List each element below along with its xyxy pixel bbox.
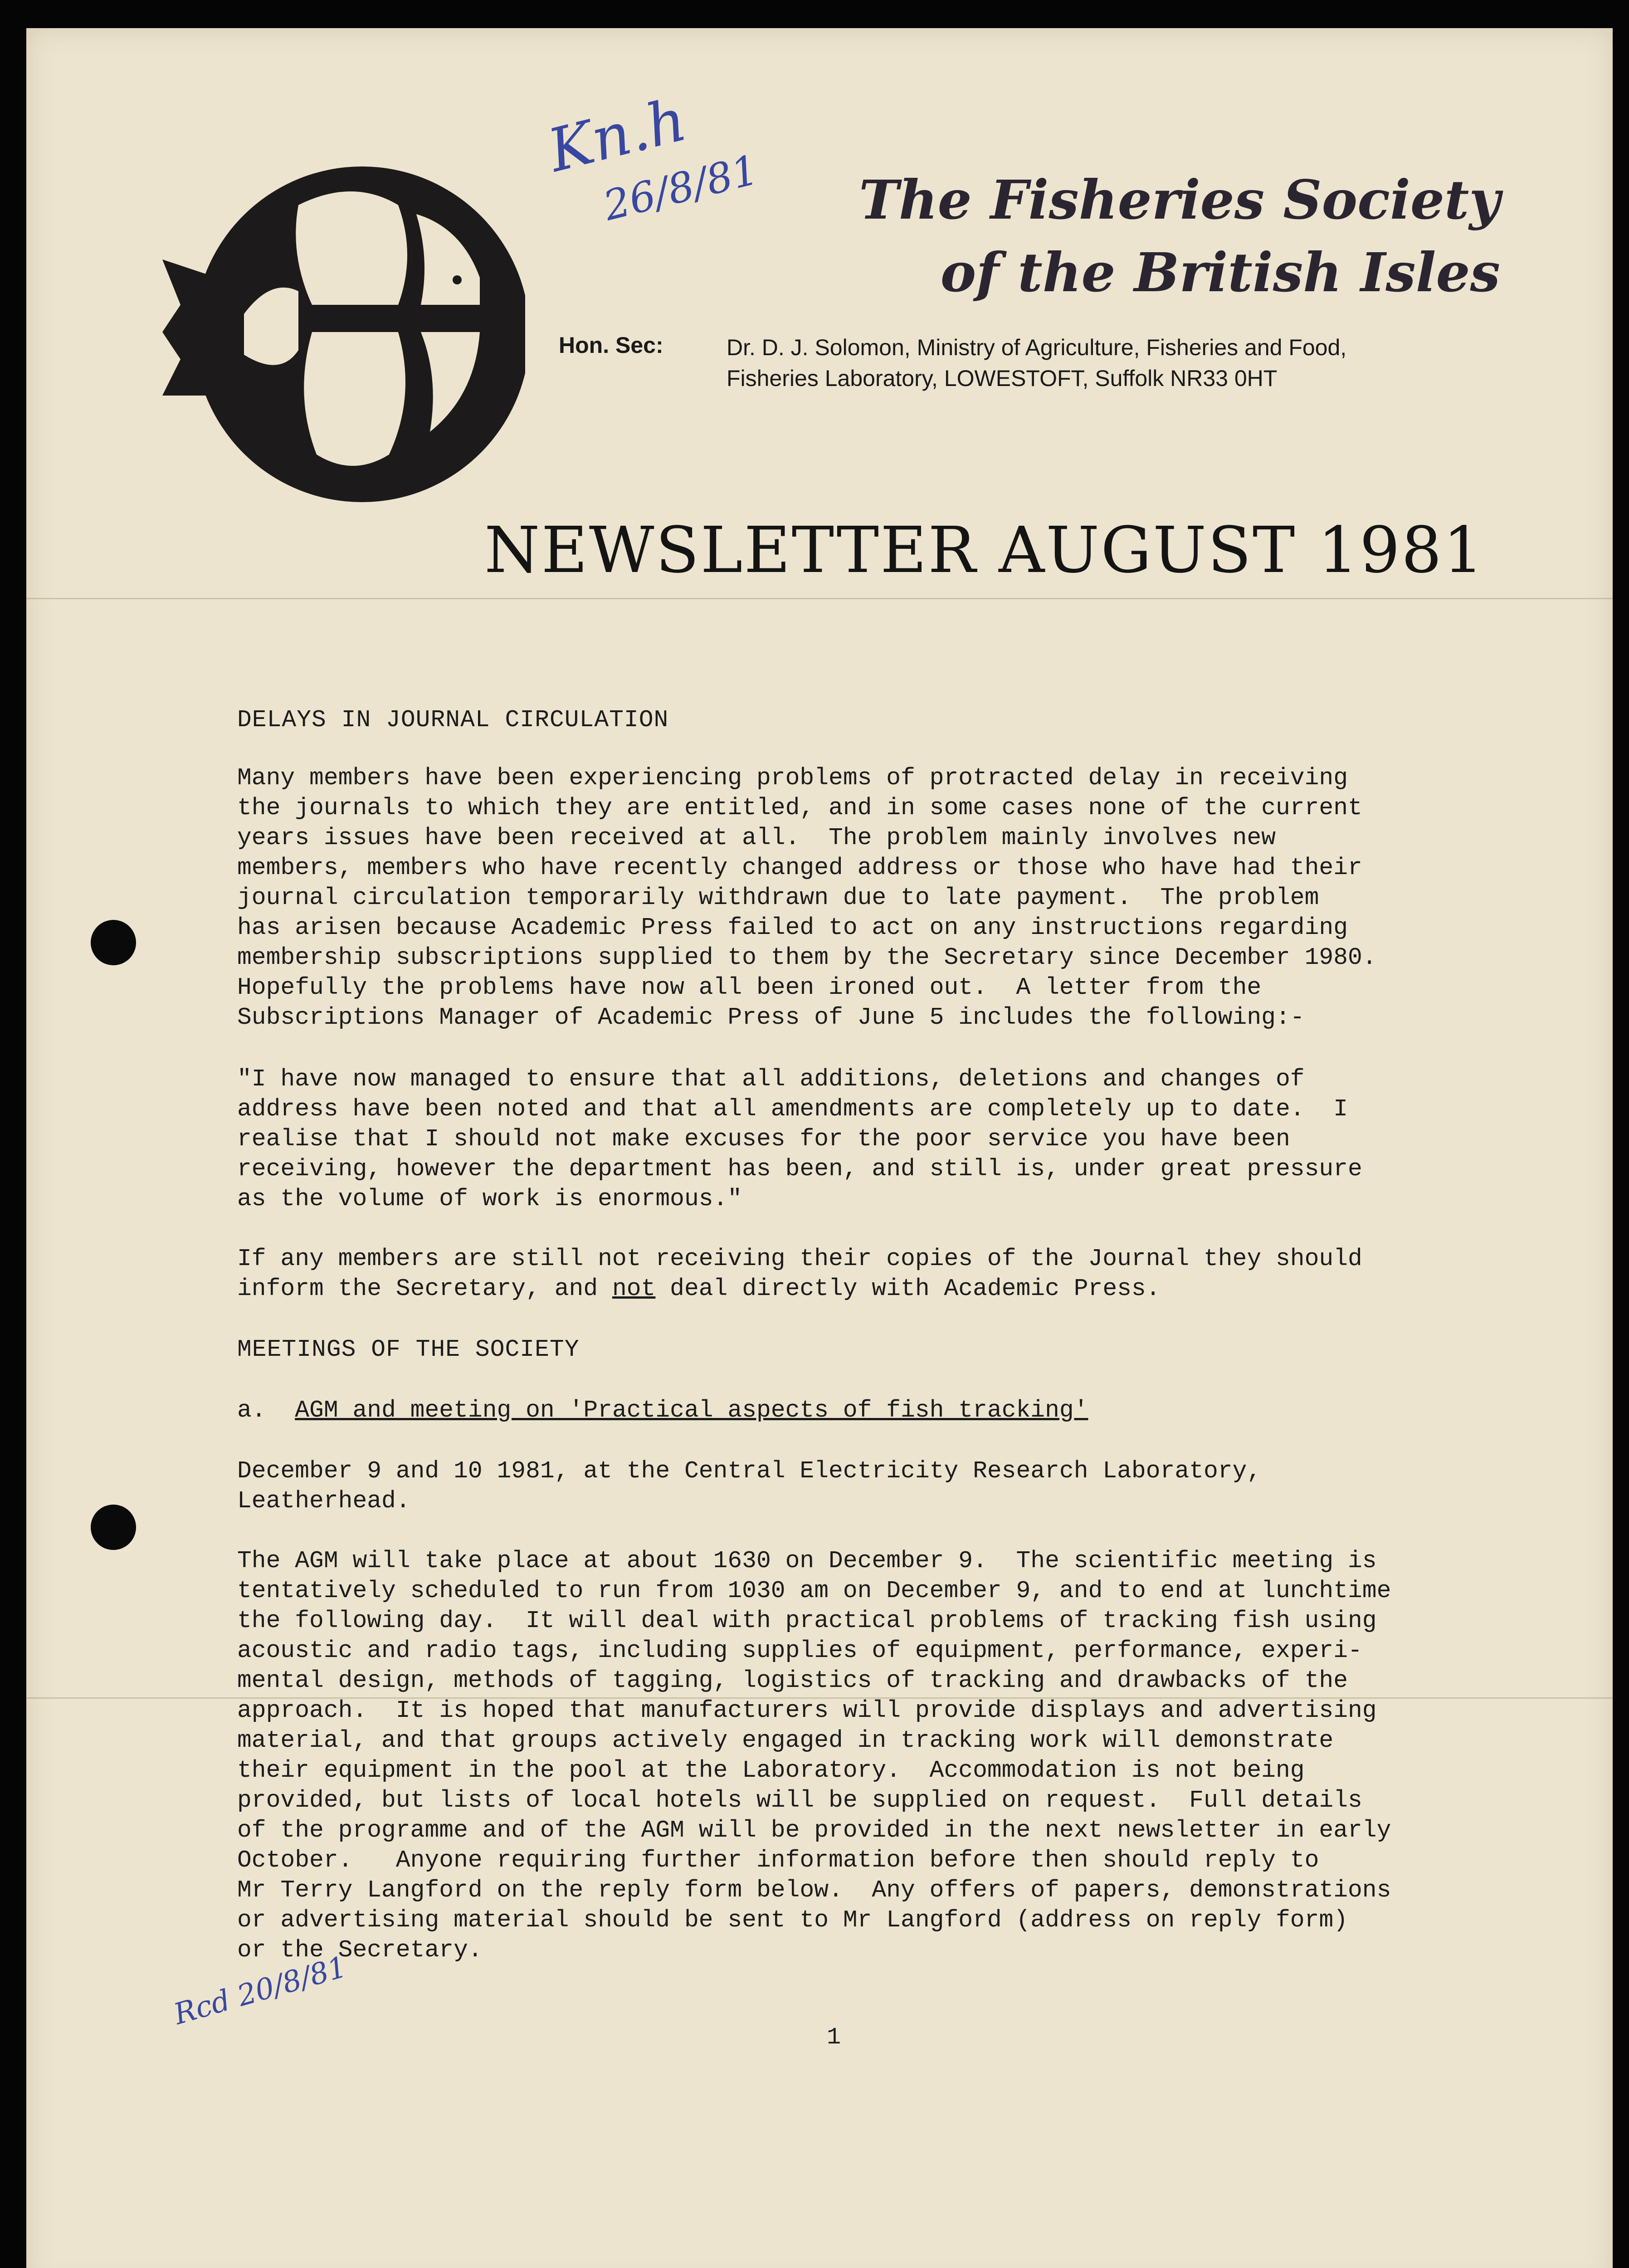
- text-line: October. Anyone requiring further information before then should reply to: [237, 1847, 1319, 1874]
- meeting-a-title: [237, 1395, 1489, 1425]
- text-line: mental design, methods of tagging, logistics of tracking and drawbacks of the: [237, 1667, 1348, 1694]
- newsletter-title: NEWSLETTER AUGUST 1981: [484, 513, 1485, 587]
- item-label: a.: [237, 1397, 295, 1424]
- text-line: Hopefully the problems have now all been ironed out. A letter from the: [237, 974, 1262, 1001]
- text-line: material, and that groups actively engaged in tracking work will demonstrate: [237, 1727, 1334, 1754]
- fish-logo: [162, 142, 525, 527]
- section-heading: MEETINGS OF THE SOCIETY: [237, 1336, 580, 1363]
- handwritten-received-note: Rcd 20/8/81: [170, 1950, 351, 2032]
- hon-sec-line: Dr. D. J. Solomon, Ministry of Agriculture, Fisheries and Food,: [727, 335, 1347, 360]
- text-line: realise that I should not make excuses for the poor service you have been: [237, 1125, 1290, 1153]
- meetings-heading: [237, 1334, 1489, 1364]
- text-line: [237, 1274, 1489, 1304]
- text-line: the following day. It will deal with practical problems of tracking fish using: [237, 1607, 1377, 1634]
- text-line: of the programme and of the AGM will be provided in the next newsletter in early: [237, 1817, 1391, 1844]
- text-line: or advertising material should be sent to Mr Langford (address on reply form): [237, 1906, 1348, 1934]
- text-line: has arisen because Academic Press failed to act on any instructions regarding: [237, 914, 1348, 941]
- meeting-a-details: [237, 1546, 1489, 1965]
- text-line: as the volume of work is enormous.": [237, 1185, 742, 1212]
- text-line: tentatively scheduled to run from 1030 am on December 9, and to end at lunchtime: [237, 1577, 1391, 1604]
- delays-heading: [237, 705, 1489, 735]
- handwritten-signature: Kn.h: [541, 85, 693, 186]
- text-line: If any members are still not receiving their copies of the Journal they should: [237, 1245, 1362, 1272]
- text-line: their equipment in the pool at the Laboratory. Accommodation is not being: [237, 1757, 1305, 1784]
- underlined-word: not: [612, 1275, 656, 1302]
- section-heading: DELAYS IN JOURNAL CIRCULATION: [237, 706, 669, 733]
- text-line: Subscriptions Manager of Academic Press of June 5 includes the following:-: [237, 1004, 1305, 1031]
- fold-line: [26, 598, 1613, 599]
- society-name-line2: of the British Isles: [940, 241, 1500, 304]
- delays-paragraph: [237, 763, 1489, 1032]
- handwritten-date: 26/8/81: [599, 146, 763, 230]
- meeting-a-dates: [237, 1456, 1489, 1516]
- text-line: the journals to which they are entitled, and in some cases none of the current: [237, 794, 1362, 821]
- punch-hole: [91, 920, 136, 965]
- text-line: Leatherhead.: [237, 1487, 410, 1515]
- text-line: members, members who have recently changed address or those who have had their: [237, 854, 1362, 881]
- page-number: 1: [827, 2024, 841, 2051]
- text-line: receiving, however the department has been, and still is, under great pressure: [237, 1155, 1362, 1183]
- text-line: The AGM will take place at about 1630 on December 9. The scientific meeting is: [237, 1547, 1377, 1574]
- delays-closing-paragraph: [237, 1244, 1489, 1304]
- delays-quote: [237, 1064, 1489, 1214]
- text-line: approach. It is hoped that manufacturers will provide displays and advertising: [237, 1697, 1377, 1724]
- text-line: years issues have been received at all. The problem mainly involves new: [237, 824, 1276, 851]
- text-line: "I have now managed to ensure that all additions, deletions and changes of: [237, 1066, 1305, 1093]
- text-line: December 9 and 10 1981, at the Central Electricity Research Laboratory,: [237, 1457, 1262, 1485]
- meeting-title: AGM and meeting on 'Practical aspects of fish tracking': [295, 1397, 1088, 1424]
- newsletter-page: [26, 28, 1613, 2268]
- text-line: acoustic and radio tags, including supplies of equipment, performance, experi-: [237, 1637, 1362, 1664]
- text-line: or the Secretary.: [237, 1936, 483, 1964]
- punch-hole: [91, 1505, 136, 1550]
- text-line: Many members have been experiencing problems of protracted delay in receiving: [237, 764, 1348, 792]
- text-line: membership subscriptions supplied to them by the Secretary since December 1980.: [237, 944, 1377, 971]
- text-line: Mr Terry Langford on the reply form below. Any offers of papers, demonstrations: [237, 1877, 1391, 1904]
- hon-sec-line: Fisheries Laboratory, LOWESTOFT, Suffolk NR33 0HT: [727, 366, 1278, 391]
- society-name-line1: The Fisheries Society: [859, 168, 1500, 231]
- text-line: provided, but lists of local hotels will be supplied on request. Full details: [237, 1787, 1362, 1814]
- text-fragment: deal directly with Academic Press.: [655, 1275, 1161, 1302]
- text-line: journal circulation temporarily withdrawn due to late payment. The problem: [237, 884, 1319, 911]
- text-fragment: inform the Secretary, and: [237, 1275, 612, 1302]
- text-line: address have been noted and that all amendments are completely up to date. I: [237, 1095, 1348, 1123]
- hon-sec-label: Hon. Sec:: [559, 332, 663, 358]
